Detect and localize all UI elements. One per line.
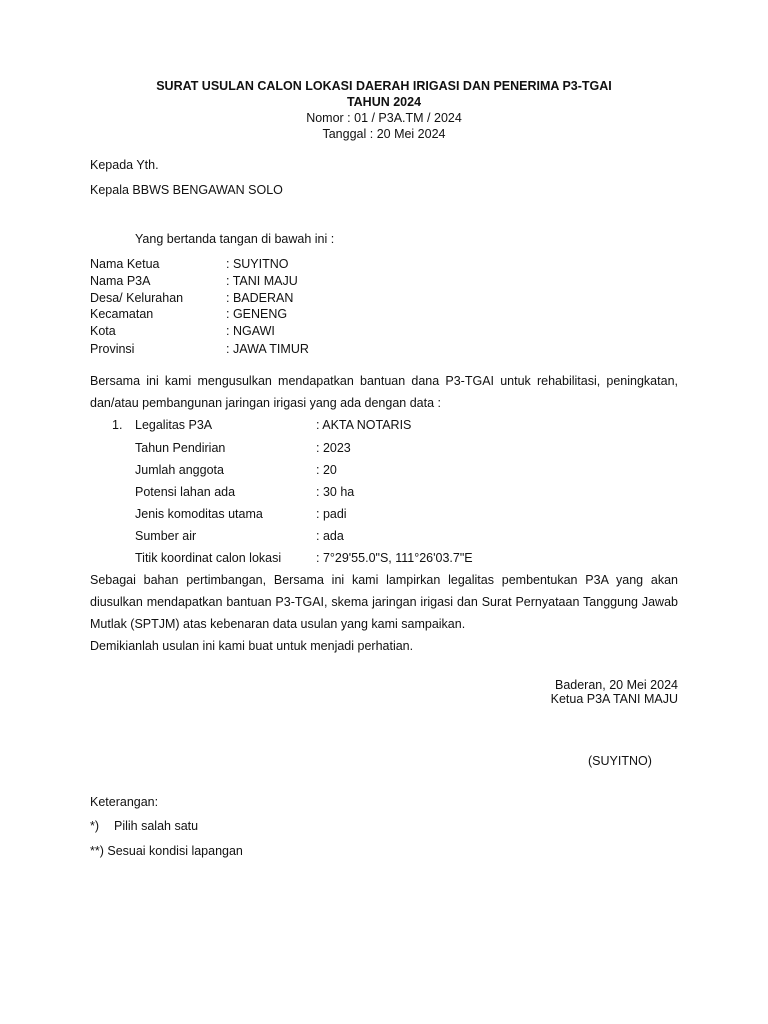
identity-label: Nama P3A (90, 274, 151, 288)
paragraph-2-line-1: Sebagai bahan pertimbangan, Bersama ini kami lampirkan legalitas pembentukan P3A yang akan (90, 573, 678, 587)
identity-label: Kota (90, 324, 116, 338)
recipient-name: Kepala BBWS BENGAWAN SOLO (90, 183, 283, 197)
signature-name: (SUYITNO) (588, 754, 652, 768)
list-item-value: : 30 ha (316, 485, 355, 499)
paragraph-1-line-1: Bersama ini kami mengusulkan mendapatkan bantuan dana P3-TGAI untuk rehabilitasi, peningkatan, (90, 374, 678, 388)
note-1-mark: *) (90, 819, 100, 833)
identity-value: : BADERAN (226, 291, 294, 305)
list-item-value: : ada (316, 529, 344, 543)
identity-value: : NGAWI (226, 324, 275, 338)
letter-year: TAHUN 2024 (346, 95, 422, 109)
list-item-label: Sumber air (135, 529, 197, 543)
notes-heading: Keterangan: (90, 795, 159, 809)
identity-value: : SUYITNO (226, 257, 289, 271)
identity-label: Desa/ Kelurahan (90, 291, 184, 305)
letter-title: SURAT USULAN CALON LOKASI DAERAH IRIGASI DAN PENERIMA P3-TGAI (156, 79, 612, 93)
list-item-label: Jenis komoditas utama (135, 507, 263, 521)
identity-value: : GENENG (226, 307, 288, 321)
list-item-label: Legalitas P3A (135, 418, 213, 432)
list-item-label: Tahun Pendirian (135, 441, 226, 455)
identity-label: Provinsi (90, 342, 135, 356)
list-item-label: Titik koordinat calon lokasi (135, 551, 282, 565)
letter-date: Tanggal : 20 Mei 2024 (322, 127, 446, 141)
paragraph-2-line-2: diusulkan mendapatkan bantuan P3-TGAI, skema jaringan irigasi dan Surat Pernyataan Tanggung Jawab (90, 595, 678, 609)
identity-value: : JAWA TIMUR (226, 342, 309, 356)
intro-text: Yang bertanda tangan di bawah ini : (135, 232, 335, 246)
list-item-value: : 7°29'55.0"S, 111°26'03.7"E (316, 551, 473, 565)
paragraph-2-line-3: Mutlak (SPTJM) atas kebenaran data usulan yang kami sampaikan. (90, 617, 466, 631)
signature-position: Ketua P3A TANI MAJU (550, 692, 678, 706)
list-item-value: : 20 (316, 463, 337, 477)
list-item-value: : AKTA NOTARIS (316, 418, 412, 432)
identity-label: Nama Ketua (90, 257, 160, 271)
list-item-label: Jumlah anggota (135, 463, 224, 477)
list-item-label: Potensi lahan ada (135, 485, 236, 499)
note-1-text: Pilih salah satu (114, 819, 199, 833)
closing-text: Demikianlah usulan ini kami buat untuk menjadi perhatian. (90, 639, 414, 653)
list-item-value: : 2023 (316, 441, 351, 455)
list-number: 1. (112, 418, 123, 432)
identity-value: : TANI MAJU (226, 274, 298, 288)
recipient-salutation: Kepada Yth. (90, 158, 159, 172)
signature-place-date: Baderan, 20 Mei 2024 (554, 678, 678, 692)
identity-label: Kecamatan (90, 307, 154, 321)
note-2-text: **) Sesuai kondisi lapangan (90, 844, 243, 858)
paragraph-1-line-2: dan/atau pembangunan jaringan irigasi yang ada dengan data : (90, 396, 441, 410)
letter-number: Nomor : 01 / P3A.TM / 2024 (306, 111, 462, 125)
list-item-value: : padi (316, 507, 347, 521)
